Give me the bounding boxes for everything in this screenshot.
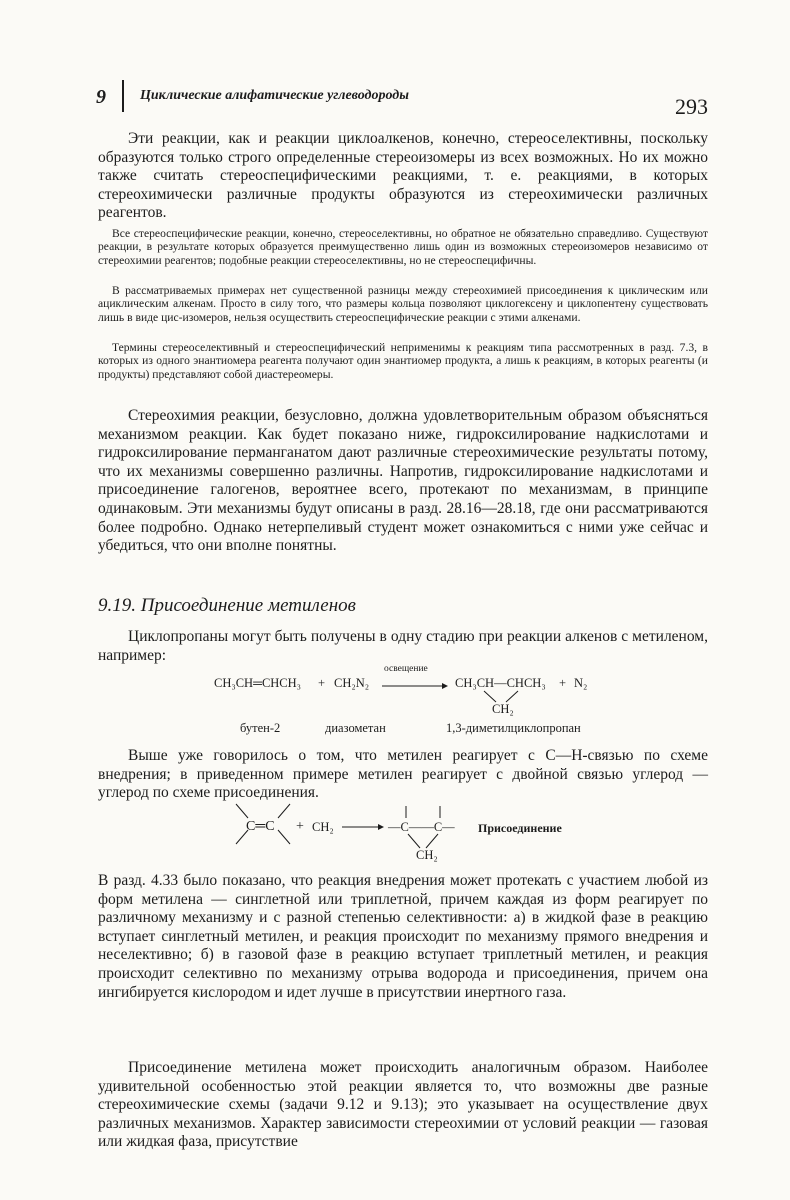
- product-nitrogen: N₂: [574, 676, 588, 690]
- product-ch2: CH₂: [492, 702, 514, 716]
- product-cyclopropane: CH₃CH—CHCH₃: [455, 676, 546, 690]
- paragraph-addition-scheme: Выше уже говорилось о том, что метилен реагирует с С—Н-связью по схеме внедрения; в приведенном примере метилен реагирует с двойной связью углерод — углерод по схеме присоединения.: [98, 747, 708, 802]
- section-title: 9.19. Присоединение метиленов: [98, 595, 356, 616]
- note-stereoselective: Все стереоспецифические реакции, конечно, стереоселективны, но обратное не обязательно справедливо. Существуют реакции, в результате которых образуется преимущественно лишь один из возможных стереоизомеров независимо от стереохимии реагентов; подобные реакции стереоселективны, но не стереоспецифичны.: [98, 227, 708, 267]
- note-cyclic-alkenes: В рассматриваемых примерах нет существенной разницы между стереохимией присоединения к циклическим или ациклическим алкенам. Просто в силу того, что размеры кольца позволяют циклогексену и циклопентену существовать лишь в виде цис-изомеров, нельзя осуществить стереоспецифические реакции с этими алкенами.: [98, 284, 708, 324]
- label-diazomethane: диазометан: [325, 721, 386, 735]
- plus-sign: +: [318, 676, 326, 690]
- cyclopropane-ch2: CH₂: [416, 848, 438, 862]
- label-dimethylcyclopropane: 1,3-диметилциклопропан: [446, 721, 581, 735]
- note-terms: Термины стереоселективный и стереоспецифический неприменимы к реакциям типа рассмотренных в разд. 7.3, в которых из одного энантиомера реагента получают один энантиомер продукта, а лишь к реакциям, в которых реагенты (и продукты) представляют собой диастереомеры.: [98, 341, 708, 381]
- header-divider: [122, 80, 124, 112]
- paragraph-stereochemistry: Присоединение метилена может происходить аналогичным образом. Наиболее удивительной особенностью этой реакции является то, что возможны две разные стереохимические схемы (задачи 9.12 и 9.13); это указывает на осуществление двух различных механизмов. Характер зависимости стереохимии от условий реакции — газовая или жидкая фаза, присутствие: [98, 1059, 708, 1151]
- addition-label: Присоединение: [478, 821, 562, 835]
- chapter-number: 9: [96, 86, 106, 108]
- arrow-label: освещение: [384, 664, 428, 674]
- page-header: [96, 78, 708, 118]
- cyclopropane-carbons: —C——C—: [388, 820, 455, 834]
- carbene-ch2: CH₂: [312, 820, 334, 834]
- alkene-double-bond: C═C: [246, 819, 275, 834]
- plus-sign-2: +: [559, 676, 567, 690]
- reactant-butene: CH₃CH═CHCH₃: [214, 676, 302, 690]
- paragraph-stereospecific: Эти реакции, как и реакции циклоалкенов, конечно, стереоселективны, поскольку образуются только строго определенные стереоизомеры из всех возможных. Но их можно также считать стереоспецифическими реакциями, т. е. реакциями, в которых стереохимически различные продукты образуются из стереохимически различных реагентов.: [98, 130, 708, 222]
- paragraph-mechanism: Стереохимия реакции, безусловно, должна удовлетворительным образом объясняться механизмом реакции. Как будет показано ниже, гидроксилирование надкислотами и гидроксилирование перманганатом дают различные стереохимические результаты потому, что их механизмы совершенно различны. Напротив, гидроксилирование надкислотами и присоединение галогенов, вероятнее всего, протекают по механизмам, в принципе одинаковым. Эти механизмы будут описаны в разд. 28.16—28.18, где они рассматриваются более подробно. Однако нетерпеливый студент может ознакомиться с ними уже сейчас и убедиться, что они вполне понятны.: [98, 407, 708, 555]
- paragraph-cyclopropanes: Циклопропаны могут быть получены в одну стадию при реакции алкенов с метиленом, например:: [98, 628, 708, 664]
- page-number: 293: [675, 94, 708, 119]
- chapter-title: Циклические алифатические углеводороды: [140, 88, 409, 103]
- paragraph-insertion: В разд. 4.33 было показано, что реакция внедрения может протекать с участием любой из форм метилена — синглетной или триплетной, причем каждая из форм реагирует по различному механизму и с разной степенью селективности: а) в жидкой фазе в реакцию вступает синглетный метилен, и реакция происходит по механизму прямого внедрения и неселективно; б) в газовой фазе в реакцию вступает триплетный метилен, и реакция происходит селективно по механизму отрыва водорода и присоединения, причем она ингибируется кислородом и идет лучше в присутствии инертного газа.: [98, 872, 708, 1001]
- label-butene: бутен-2: [240, 721, 281, 735]
- reaction-arrow-2: [342, 823, 384, 831]
- reaction-arrow: [382, 682, 448, 690]
- plus-sign-3: +: [296, 819, 304, 834]
- reactant-diazomethane: CH₂N₂: [334, 676, 370, 690]
